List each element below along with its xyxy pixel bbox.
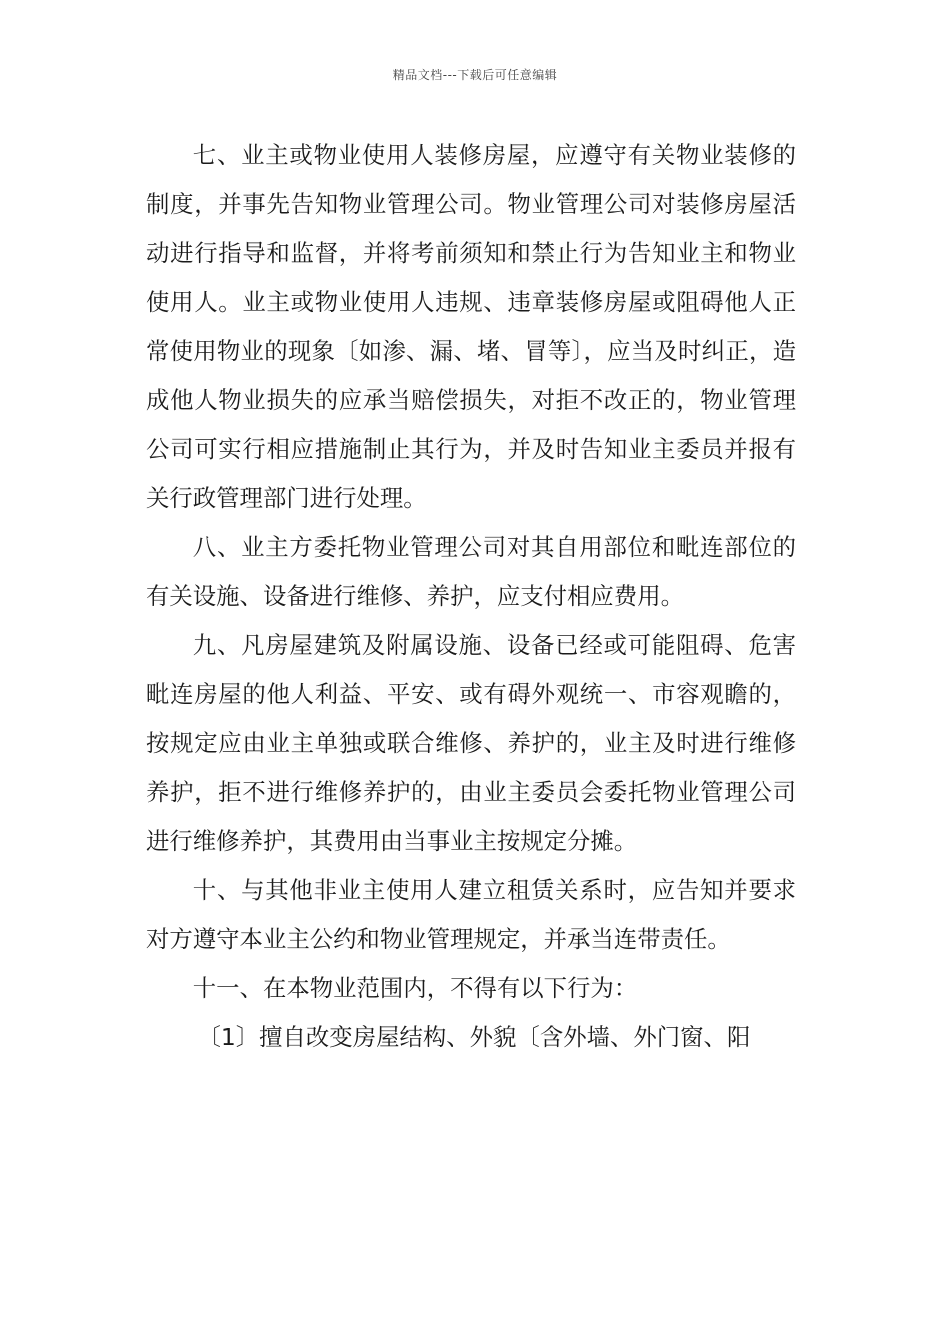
paragraph-10: 十、与其他非业主使用人建立租赁关系时，应告知并要求对方遵守本业主公约和物业管理规定，并承当连带责任。 bbox=[146, 876, 796, 953]
document-body bbox=[146, 131, 796, 1062]
paragraph-7: 七、业主或物业使用人装修房屋，应遵守有关物业装修的制度，并事先告知物业管理公司。物业管理公司对装修房屋活动进行指导和监督，并将考前须知和禁止行为告知业主和物业使用人。业主或物业使用人违规、违章装修房屋或阻碍他人正常使用物业的现象〔如渗、漏、堵、冒等〕，应当及时纠正，造成他人物业损失的应承当赔偿损失，对拒不改正的，物业管理公司可实行相应措施制止其行为，并及时告知业主委员并报有关行政管理部门进行处理。 bbox=[146, 141, 796, 512]
paragraph-11: 十一、在本物业范围内，不得有以下行为： bbox=[192, 974, 638, 1002]
paragraph-8: 八、业主方委托物业管理公司对其自用部位和毗连部位的有关设施、设备进行维修、养护，应支付相应费用。 bbox=[146, 533, 796, 610]
list-item-1: 〔1〕擅自改变房屋结构、外貌〔含外墙、外门窗、阳 bbox=[197, 1023, 751, 1051]
paragraph-9: 九、凡房屋建筑及附属设施、设备已经或可能阻碍、危害毗连房屋的他人利益、平安、或有碍外观统一、市容观瞻的，按规定应由业主单独或联合维修、养护的，业主及时进行维修养护，拒不进行维修养护的，由业主委员会委托物业管理公司进行维修养护，其费用由当事业主按规定分摊。 bbox=[146, 631, 796, 855]
page-header: 精品文档---下载后可任意编辑 bbox=[392, 68, 558, 82]
